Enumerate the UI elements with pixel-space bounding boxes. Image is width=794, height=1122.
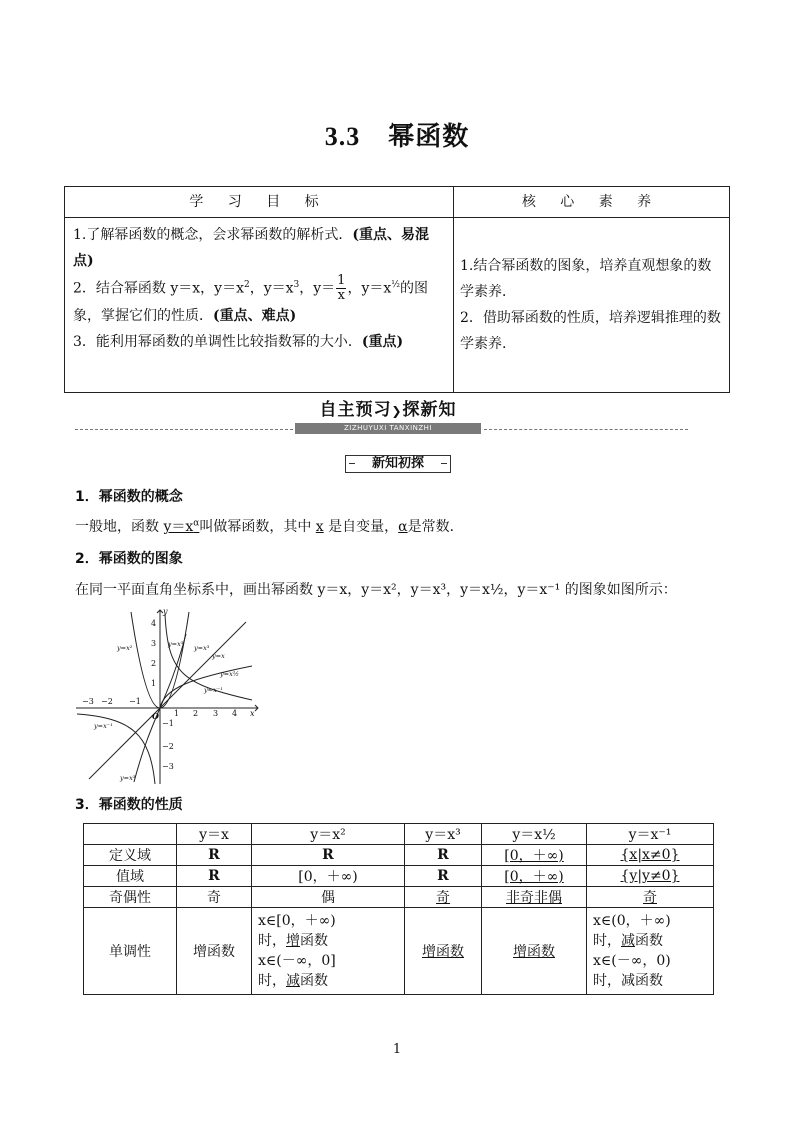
heading-graph: 2．幂函数的图象 [75, 551, 183, 567]
tick-y-3: 3 [151, 639, 157, 648]
properties-table [83, 823, 714, 995]
literacy-1: 1.结合幂函数的图象，培养直观想象的数学素养． [460, 258, 712, 300]
label-y-x3-b: y=x³ [194, 644, 210, 652]
origin-label: O [152, 711, 159, 721]
tick-y-neg2: −2 [162, 742, 174, 751]
table-header-row: y＝x y＝x² y＝x³ y＝x½ y＝x⁻¹ [84, 824, 714, 845]
tick-x-neg3: −3 [82, 697, 94, 706]
concept-text: 一般地，函数 $y=x^\alpha$叫做幂函数，其中 x 是自变量，α是常数． [75, 518, 464, 535]
table-row-range: 值域 R [0，＋∞) R [0，＋∞) {y|y≠0} [84, 866, 714, 887]
power-function-graph [72, 604, 264, 788]
tick-y-1: 1 [151, 679, 157, 688]
label-y-inv-neg: y=x⁻¹ [94, 722, 113, 730]
objectives-header: 学 习 目 标 [65, 187, 454, 218]
label-y-sqrt: y=x½ [220, 670, 240, 678]
tick-x-4: 4 [232, 709, 238, 718]
heading-concept: 1．幂函数的概念 [75, 489, 183, 505]
objectives-list [65, 218, 454, 393]
tick-x-neg2: −2 [101, 697, 113, 706]
tick-y-neg1: −1 [162, 719, 174, 728]
axis-y-label: y [163, 607, 168, 616]
tick-y-4: 4 [151, 619, 157, 628]
literacy-2: 2．借助幂函数的性质，培养逻辑推理的数学素养. [460, 310, 721, 352]
arrow-icon: ❯ [391, 404, 403, 418]
section-tag: 新知初探 [345, 455, 451, 473]
objectives-table [64, 186, 730, 393]
heading-properties: 3．幂函数的性质 [75, 797, 183, 813]
tick-x-2: 2 [193, 709, 199, 718]
label-y-inv: y=x⁻¹ [204, 686, 223, 694]
divider-right [484, 429, 688, 430]
label-y-x2: y=x² [117, 644, 133, 652]
tick-x-3: 3 [213, 709, 219, 718]
section-banner: 自主预习❯探新知 ZIZHUYUXI TANXINZHI [294, 399, 482, 433]
tick-x-1: 1 [174, 709, 180, 718]
tick-y-neg3: −3 [162, 762, 174, 771]
axis-x-label: x [250, 709, 255, 718]
objective-3: 3．能利用幂函数的单调性比较指数幂的大小．(重点) [73, 334, 404, 350]
label-y-x3-neg: y=x³ [120, 774, 136, 782]
table-row-parity: 奇偶性 奇 偶 奇 非奇非偶 奇 [84, 887, 714, 908]
page-title: 3.3 幂函数 [324, 122, 470, 151]
label-y-x: y=x [212, 652, 225, 660]
objective-1: 1.了解幂函数的概念，会求幂函数的解析式．(重点、易混点) [73, 227, 429, 269]
table-row-monotonicity: 单调性 增函数 x∈[0，＋∞) 时，增函数 x∈(－∞，0] 时，减函数 增函数 增函数 x∈(0，＋∞) 时，减函数 x∈(－∞，0) 时，减函数 [84, 908, 714, 995]
objective-2: 2．结合幂函数 y＝x，$y=x^2$，$y=x^3$，y＝ $\frac{1}{x}$ ，$y=x^{\frac{1}{2}}$的图象，掌握它们的性质．(重点、难点) [73, 273, 428, 324]
page-number: 1 [392, 1042, 402, 1057]
literacy-header: 核 心 素 养 [454, 187, 730, 218]
label-y-x3: y=x³ [168, 640, 184, 648]
divider-left [75, 429, 293, 430]
table-row-domain: 定义域 R R R [0，＋∞) {x|x≠0} [84, 845, 714, 866]
tick-y-2: 2 [151, 659, 157, 668]
tick-x-neg1: −1 [129, 697, 141, 706]
literacy-list [454, 218, 730, 393]
graph-intro: 在同一平面直角坐标系中，画出幂函数 y＝x，y＝x²，y＝x³，y＝x½，y＝x⁻¹ 的图象如图所示： [75, 582, 677, 598]
